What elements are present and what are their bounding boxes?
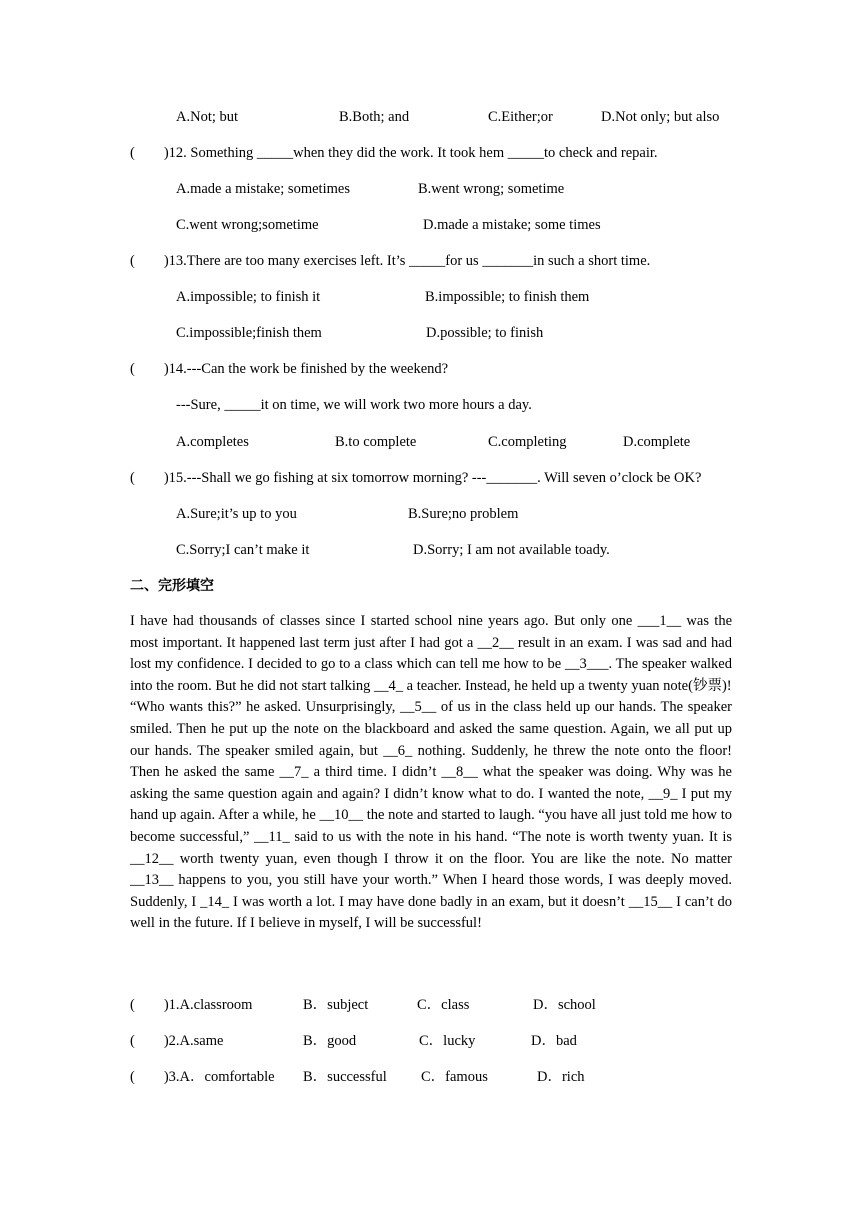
- q14-stem: ( )14.---Can the work be finished by the weekend?: [130, 361, 449, 377]
- q11-option-c: C.Either;or: [488, 109, 553, 125]
- q11-option-a: A.Not; but: [176, 109, 239, 125]
- q14-line2: ---Sure, _____it on time, we will work two more hours a day.: [176, 397, 532, 413]
- q11-option-d: D.Not only; but also: [601, 109, 720, 125]
- cloze-q1-option-b: B．subject: [303, 997, 369, 1013]
- cloze-q1-option-d: D．school: [533, 997, 596, 1013]
- passage-paragraph-1: I have had thousands of classes since I started school nine years ago. But only one ___1__ was the most important. It happened last term just after I had got a __2__ result in an exam. I was sad and had lost my confidence. I decided to go to a class which can tell me how to be __3___. The speaker walked into the room. But he did not start talking __4_ a teacher. Instead, he held up a twenty yuan note(钞票)!: [130, 613, 732, 694]
- q13-option-b: B.impossible; to finish them: [425, 289, 590, 305]
- passage-paragraph-2: “Who wants this?” he asked. Unsurprisingly, __5__ of us in the class held up our hands. The speaker smiled. Then he put up the note on the blackboard and asked the same question. Again, we all put up our hands. The speaker smiled again, but __6_ nothing. Suddenly, he threw the note onto the floor! Then he asked the same __7_ a third time. I didn’t __8__ what the speaker was doing. Why was he asking the same question again and again? I didn’t know what to do. I wanted the note, __9_ I put my hand up again. After a while, he __10__ the note and started to laugh. “you have all just told me how to become successful,” __11_ said to us with the note in his hand. “The note is worth twenty yuan. It is __12__ worth twenty yuan, even though I throw it on the floor. You are like the note. No matter __13__ happens to you, you still have your worth.” When I heard those words, I was deeply moved. Suddenly, I _14_ I was worth a lot. I may have done badly in an exam, but it doesn’t __15__ I can’t do well in the future. If I believe in myself, I will be successful!: [130, 699, 732, 932]
- q12-option-a: A.made a mistake; sometimes: [176, 181, 350, 197]
- q13-option-c: C.impossible;finish them: [176, 325, 322, 341]
- cloze-q3-option-b: B．successful: [303, 1069, 387, 1085]
- q15-stem: ( )15.---Shall we go fishing at six tomorrow morning? ---_______. Will seven o’clock be OK?: [130, 470, 702, 486]
- q14-option-b: B.to complete: [335, 434, 417, 450]
- q11-option-b: B.Both; and: [339, 109, 410, 125]
- q15-option-d: D.Sorry; I am not available toady.: [413, 542, 610, 558]
- q14-option-a: A.completes: [176, 434, 249, 450]
- cloze-passage: [130, 611, 732, 935]
- cloze-q2-stem: ( )2.A.same: [130, 1033, 224, 1049]
- q12-stem: ( )12. Something _____when they did the work. It took hem _____to check and repair.: [130, 145, 658, 161]
- cloze-q2-option-c: C．lucky: [419, 1033, 476, 1049]
- cloze-q1-stem: ( )1.A.classroom: [130, 997, 253, 1013]
- q13-option-d: D.possible; to finish: [426, 325, 544, 341]
- cloze-q3-stem: ( )3.A．comfortable: [130, 1069, 275, 1085]
- section-heading-cloze: 二、完形填空: [130, 578, 214, 594]
- cloze-q3-option-d: D．rich: [537, 1069, 585, 1085]
- q14-option-d: D.complete: [623, 434, 691, 450]
- q13-option-a: A.impossible; to finish it: [176, 289, 321, 305]
- cloze-q3-option-c: C．famous: [421, 1069, 488, 1085]
- q13-stem: ( )13.There are too many exercises left. It’s _____for us _______in such a short time.: [130, 253, 651, 269]
- q12-option-b: B.went wrong; sometime: [418, 181, 565, 197]
- q12-option-d: D.made a mistake; some times: [423, 217, 601, 233]
- q12-option-c: C.went wrong;sometime: [176, 217, 319, 233]
- cloze-q2-option-d: D．bad: [531, 1033, 577, 1049]
- q15-option-a: A.Sure;it’s up to you: [176, 506, 297, 522]
- cloze-q1-option-c: C．class: [417, 997, 470, 1013]
- q15-option-b: B.Sure;no problem: [408, 506, 519, 522]
- cloze-q2-option-b: B．good: [303, 1033, 357, 1049]
- q14-option-c: C.completing: [488, 434, 567, 450]
- q15-option-c: C.Sorry;I can’t make it: [176, 542, 310, 558]
